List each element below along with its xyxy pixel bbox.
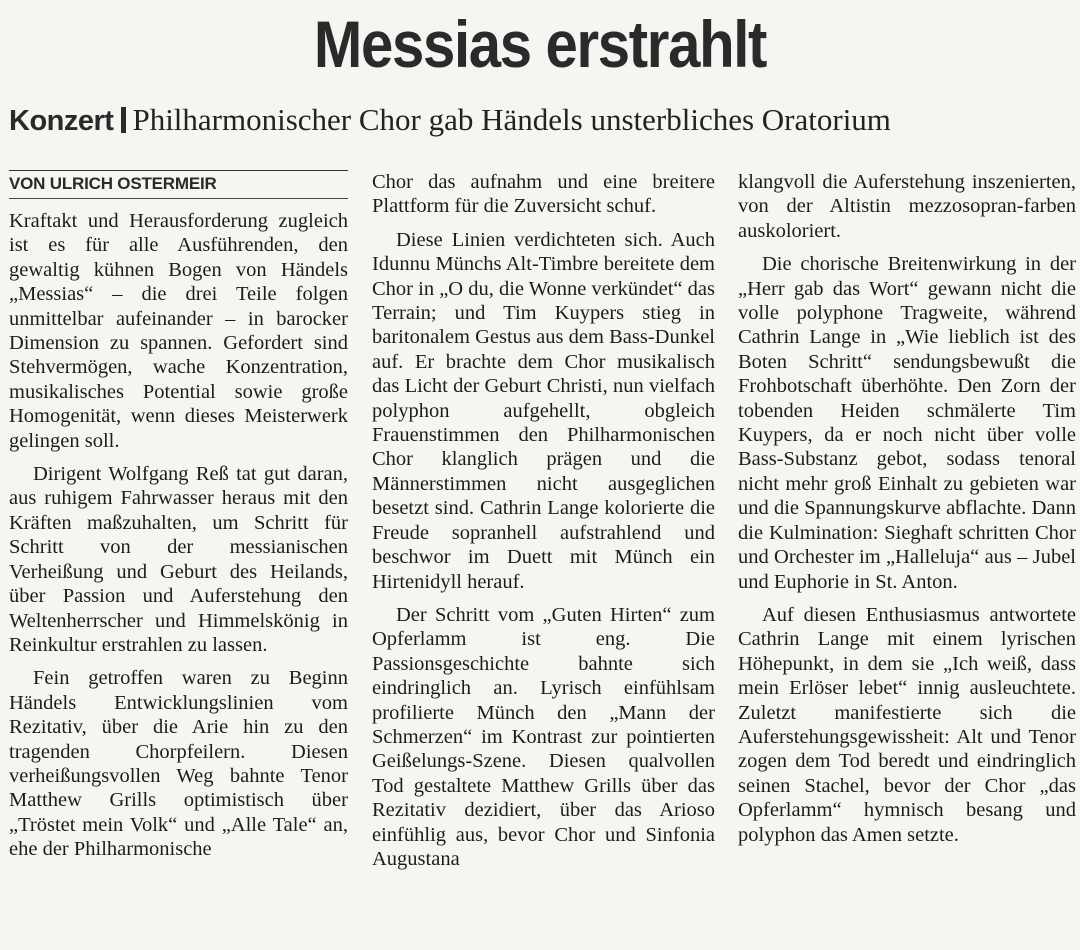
paragraph-4: Diese Linien verdichteten sich. Auch Idunnu Münchs Alt-Timbre bereitete dem Chor in „O du, die Wonne verkündet“ das Terrain; und Tim Kuypers stieg in baritonalem Gestus aus dem Bass-Dunkel auf. Er brachte dem Chor musikalisch das Licht der Geburt Christi, nun vielfach polyphon aufgehellt, obgleich Frauenstimmen den Philharmonischen Chor klanglich prägen und die Männerstimmen nicht ausgeglichen besetzt sind. Cathrin Lange kolorierte die Freude sopranhell aufstrahlend und beschwor im Duett mit Münch ein Hirtenidyll herauf. xyxy=(372,228,715,593)
paragraph-5-part-2: klangvoll die Auferstehung inszenierten, von der Altistin mezzosopran-farben auskoloriert. xyxy=(738,171,1076,242)
paragraph-5-part-1: Der Schritt vom „Guten Hirten“ zum Opferlamm ist eng. Die Passionsgeschichte bahnte sich eindringlich an. Lyrisch einfühlsam profilierte Münch den „Mann der Schmerzen“ im Kontrast zur pointierten Geißelungs-Szene. Diesen qualvollen Tod gestaltete Matthew Grills über das Rezitativ dezidiert, über das Arioso einfühlig aus, bevor Chor und Sinfonia Augustana xyxy=(372,603,715,870)
article-byline: VON ULRICH OSTERMEIR xyxy=(9,170,348,199)
article-column-1 xyxy=(9,170,348,862)
article-headline: Messias erstrahlt xyxy=(313,7,767,81)
paragraph-6: Die chorische Breitenwirkung in der „Herr gab das Wort“ gewann nicht die volle polyphone Tragweite, während Cathrin Lange in „Wie lieblich ist des Boten Schritt“ sendungsbewußt die Frohbotschaft überhöhte. Den Zorn der tobenden Heiden schmälerte Tim Kuypers, da er noch nicht über volle Bass-Substanz gebot, sodass tenoral nicht mehr groß Einhalt zu gebieten war und die Spannungskurve abflachte. Dann die Kulmination: Sieghaft schritten Chor und Orchester im „Halleluja“ aus – Jubel und Euphorie in St. Anton. xyxy=(738,253,1076,593)
article-kicker: Konzert xyxy=(9,105,114,137)
article-subheadline-row xyxy=(9,100,1080,141)
paragraph-7: Auf diesen Enthusiasmus antwortete Cathrin Lange mit einem lyrischen Höhepunkt, in dem sie „Ich weiß, dass mein Erlöser lebet“ innig ausleuchtete. Zuletzt manifestierte sich die Auferstehungsgewissheit: Alt und Tenor zogen dem Tod beredt und eindringlich seinen Stachel, bevor der Chor „das Opferlamm“ hymnisch besang und polyphon das Amen setzte. xyxy=(738,603,1076,846)
article-subheadline: Philharmonischer Chor gab Händels unsterbliches Oratorium xyxy=(132,102,891,137)
paragraph-1: Kraftakt und Herausforderung zugleich ist es für alle Ausführenden, den gewaltig kühnen Bogen von Händels „Messias“ – die drei Teile folgen unmittelbar aufeinander – in barocker Dimension zu spannen. Gefordert sind Stehvermögen, wache Konzentration, musikalisches Potential sowie große Homogenität, wenn dieses Meisterwerk gelingen soll. xyxy=(9,210,348,452)
article-column-3 xyxy=(738,170,1076,847)
paragraph-3-part-2: Chor das aufnahm und eine breitere Plattform für die Zuversicht schuf. xyxy=(372,171,715,218)
kicker-separator xyxy=(121,107,126,133)
paragraph-2: Dirigent Wolfgang Reß tat gut daran, aus ruhigem Fahrwasser heraus mit den Kräften maßzuhalten, um Schritt für Schritt von der messianischen Verheißung und Geburt des Heilands, über Passion und Auferstehung den Weltenherrscher und Himmelskönig in Reinkultur erstrahlen zu lassen. xyxy=(9,463,348,656)
paragraph-3-part-1: Fein getroffen waren zu Beginn Händels Entwicklungslinien vom Rezitativ, über die Arie hin zu den tragenden Chorpfeilern. Diesen verheißungsvollen Weg bahnte Tenor Matthew Grills optimistisch über „Tröstet mein Volk“ und „Alle Tale“ an, ehe der Philharmonische xyxy=(9,667,348,861)
article-column-2 xyxy=(372,170,715,871)
